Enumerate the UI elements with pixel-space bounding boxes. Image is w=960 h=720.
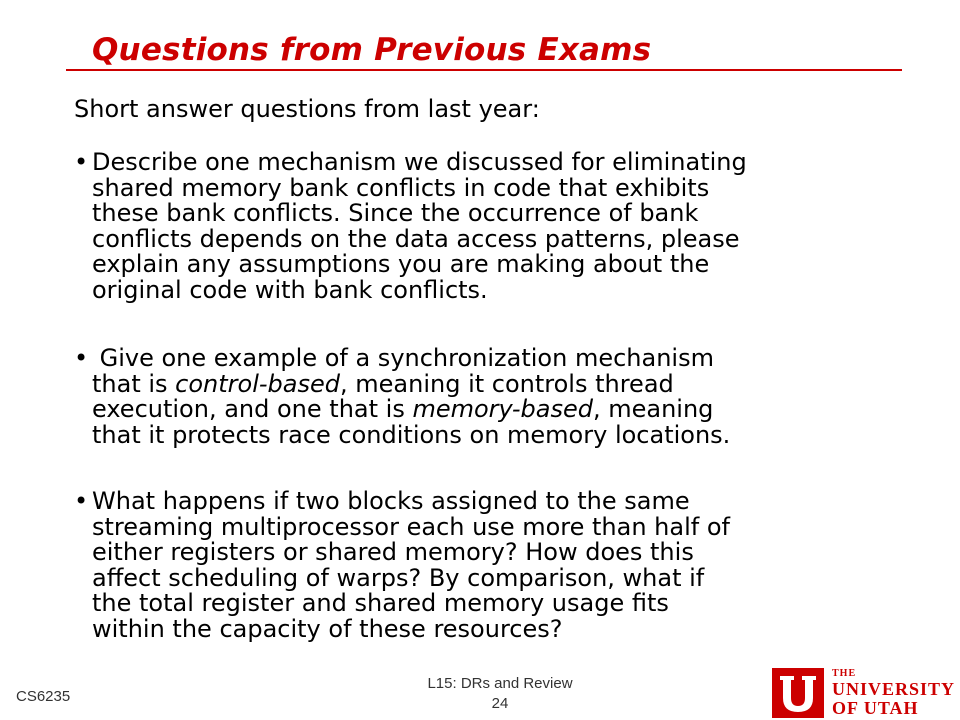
bullet-dot: •: [74, 487, 89, 515]
bullet-line: shared memory bank conflicts in code that exhibits: [92, 173, 710, 202]
bullet-line-text: that is: [92, 369, 176, 398]
logo-line-university: UNIVERSITY: [832, 679, 956, 699]
bullet-line: either registers or shared memory? How does this: [92, 538, 694, 566]
bullet-line: [92, 397, 730, 423]
bullet-line-text: , meaning: [592, 395, 714, 423]
title-underline: [66, 69, 902, 71]
bullet-line: Give one example of a synchronization mechanism: [92, 344, 714, 372]
bullet-line: What happens if two blocks assigned to the same: [92, 487, 690, 515]
footer-lecture-title: L15: DRs and Review: [427, 675, 573, 692]
bullet-line: affect scheduling of warps? By comparison, what if: [92, 563, 705, 592]
slide-title: Questions from Previous Exams: [92, 32, 652, 68]
bullet-line: the total register and shared memory usage fits: [92, 589, 669, 617]
block-u-icon: [772, 668, 824, 718]
emphasis-control-based: control-based: [175, 369, 340, 398]
footer-lecture: [400, 674, 600, 714]
bullet-line: that it protects race conditions on memory locations.: [92, 420, 731, 449]
bullet-line: [92, 369, 730, 398]
bullet-text: [92, 346, 730, 448]
intro-text: Short answer questions from last year:: [74, 95, 540, 123]
footer-page-number: 24: [491, 695, 509, 712]
logo-line-of-utah: OF UTAH: [832, 698, 919, 718]
bullet-text: [92, 489, 730, 642]
bullet-line: within the capacity of these resources?: [92, 614, 563, 643]
university-logo: [772, 668, 956, 718]
bullet-line-text: execution, and one that is: [92, 395, 413, 423]
bullet-line: conflicts depends on the data access patterns, please: [92, 224, 740, 253]
logo-line-the: THE: [832, 668, 857, 679]
bullet-line: these bank conflicts. Since the occurrence of bank: [92, 199, 699, 227]
bullet-line-text: , meaning it controls thread: [340, 369, 674, 398]
logo-wordmark: [832, 668, 955, 718]
bullet-line: original code with bank conflicts.: [92, 275, 488, 304]
bullet-dot: •: [74, 344, 89, 372]
bullet-line: streaming multiprocessor each use more than half of: [92, 512, 730, 541]
bullet-text: [92, 150, 747, 303]
bullet-dot: •: [74, 148, 89, 176]
emphasis-memory-based: memory-based: [412, 395, 593, 423]
footer-course: CS6235: [16, 688, 71, 705]
bullet-line: Describe one mechanism we discussed for eliminating: [92, 148, 747, 176]
bullet-line: explain any assumptions you are making about the: [92, 250, 710, 278]
